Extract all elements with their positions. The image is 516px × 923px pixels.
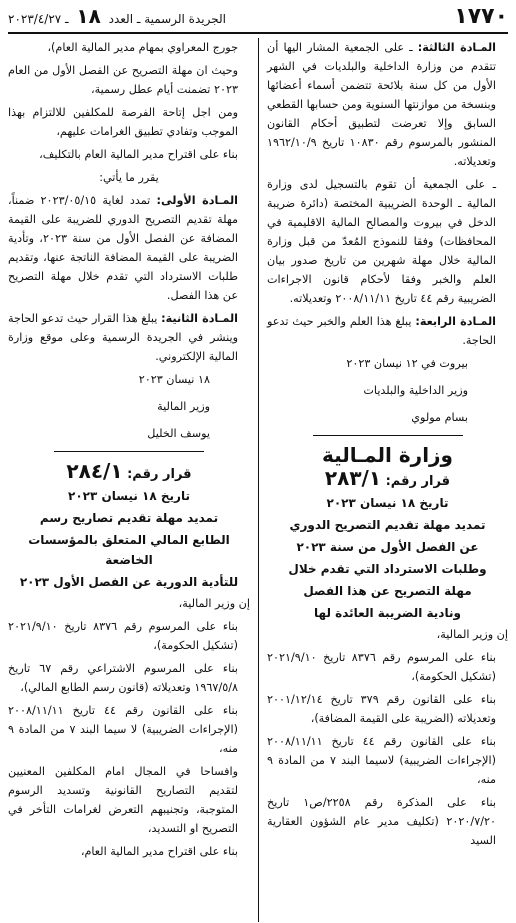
- decision-number-value: ٢٨٣/١: [324, 466, 382, 490]
- separator: [313, 435, 463, 436]
- gazette-name: الجريدة الرسمية ـ العدد: [108, 12, 226, 26]
- article-2-label: المـادة الثانية:: [161, 312, 238, 325]
- running-header: [8, 4, 226, 28]
- preamble: بناء على القانون رقم ٤٤ تاريخ ٢٠٠٨/١١/١١ (الإجراءات الضريبية) لا سيما البند ٧ من المادة ٩ منه،: [8, 704, 238, 755]
- article-3: [267, 38, 508, 171]
- signature-name: يوسف الخليل: [147, 427, 210, 440]
- issue-number: ١٨: [76, 4, 101, 28]
- page-header: [8, 0, 508, 32]
- article-3-text: ـ على الجمعية المشار اليها أن تتقدم من وزارة الداخلية والبلديات في الشهر الأول من كل سنة بلائحة تتضمن أسماء أعضائها وبنسخة من موازنتها السنوية ومن حسابها القطعي السابق وإلا تعرضت لتطبيق أحكام القانون المنشور بالمرسوم رقم ١٠٨٣٠ تاريخ ١٩٦٢/١٠/٩ وتعديلاته.: [266, 41, 497, 168]
- minister-line: إن وزير المالية،: [178, 597, 250, 610]
- subject-line: وطلبات الاسترداد التي تقدم خلال: [288, 562, 487, 576]
- preamble: بناء على القانون رقم ٣٧٩ تاريخ ٢٠٠١/١٢/١٤ وتعديلاته (الضريبة على القيمة المضافة)،: [267, 693, 497, 725]
- signature-title: وزير الداخلية والبلديات: [363, 384, 468, 397]
- signature-name: بسام مولوي: [411, 411, 468, 424]
- signature-date: بيروت في ١٢ نيسان ٢٠٢٣: [346, 357, 468, 370]
- signature-date: ١٨ نيسان ٢٠٢٣: [138, 373, 210, 386]
- article-2: [8, 309, 250, 366]
- decision-prefix: قرار رقم:: [385, 474, 451, 489]
- body-text: ومن اجل إتاحة الفرصة للمكلفين للالتزام بهذا الموجب وتفادي تطبيق الغرامات عليهم،: [8, 106, 238, 138]
- article-4-text: يبلغ هذا العلم والخبر حيث تدعو الحاجة.: [267, 315, 496, 347]
- article-2-text: يبلغ هذا القرار حيث تدعو الحاجة وينشر في الجريدة الرسمية وعلى موقع وزارة المالية الإلكتروني.: [8, 312, 238, 363]
- article-4: [267, 312, 508, 350]
- decision-number-value: ٢٨٤/١: [66, 459, 123, 483]
- subject-line: للتأدية الدورية عن الفصل الأول ٢٠٢٣: [19, 575, 239, 589]
- preamble: بناء على المذكرة رقم ٢٢٥٨/ص١ تاريخ ٢٠٢٠/٧/٢٠ (تكليف مدير عام الشؤون العقارية السيد: [267, 796, 496, 847]
- subject-line: تمديد مهلة تقديم التصريح الدوري: [289, 518, 486, 532]
- subject-line: ونادية الضريبة العائدة لها: [314, 606, 461, 620]
- columns: [8, 38, 508, 922]
- separator: [54, 451, 204, 452]
- article-1-text: تمدد لغاية ٢٠٢٣/٠٥/١٥ ضمناً، مهلة تقديم التصريح الدوري للضريبة على القيمة المضافة عن الفصل الأول من سنة ٢٠٢٣، وتأدية الضريبة على القيمة المضافة الناتجة عنها، وتقديم طلبات الاسترداد التي تقدم خلال مهلة التصريح عن هذا الفصل.: [8, 194, 239, 302]
- subject-line: تمديد مهلة تقديم تصاريح رسم: [39, 511, 219, 525]
- preamble: بناء على المرسوم رقم ٨٣٧٦ تاريخ ٢٠٢١/٩/١٠ (تشكيل الحكومة)،: [8, 620, 239, 652]
- page-number: ١٧٧٠: [454, 3, 508, 29]
- issue-date: ـ ٢٠٢٣/٤/٢٧: [8, 12, 69, 26]
- article-1: [8, 191, 250, 305]
- minister-line: إن وزير المالية،: [436, 628, 508, 641]
- right-column: [258, 38, 508, 922]
- decision-date: تاريخ ١٨ نيسان ٢٠٢٣: [68, 489, 190, 503]
- preamble: بناء على اقتراح مدير المالية العام،: [80, 845, 238, 858]
- preamble: بناء على المرسوم الاشتراعي رقم ٦٧ تاريخ ١٩٦٧/٥/٨ وتعديلاته (قانون رسم الطابع المالي)،: [8, 662, 238, 694]
- decision-number: [8, 459, 250, 484]
- article-1-label: المـادة الأولى:: [156, 194, 239, 207]
- article-4-label: المـادة الرابعة:: [415, 315, 496, 328]
- preamble: وافساحا في المجال امام المكلفين المعنيين لتقديم التصاريح القانونية وتسديد الرسوم المتوجبة، وتجنيبهم التعرض لغرامات التأخر في التصريح او التسديد،: [8, 765, 238, 835]
- left-column: [8, 38, 258, 922]
- preamble: بناء على القانون رقم ٤٤ تاريخ ٢٠٠٨/١١/١١ (الإجراءات الضريبية) لاسيما البند ٧ من المادة ٩ منه،: [267, 735, 497, 786]
- article-3-text-2: ـ على الجمعية أن تقوم بالتسجيل لدى وزارة المالية ـ الوحدة الضريبية المختصة (دائرة ضريبة الدخل في بيروت والمصالح المالية الاقليمية في المحافظات) وفقا للنموذج المُعدّ من قبل وزارة المالية خلال مهلة شهرين من تاريخ صدور بيان العلم والخبر وفقا لأحكام قانون الاجراءات الضريبية رقم ٤٤ تاريخ ٢٠٠٨/١١/١١ وتعديلاته.: [267, 178, 496, 305]
- decision-number: [267, 466, 508, 491]
- subject-line: عن الفصل الأول من سنة ٢٠٢٣: [296, 540, 479, 554]
- subject-line: مهلة التصريح عن هذا الفصل: [303, 584, 472, 598]
- header-rule: [8, 32, 508, 34]
- body-text: وحيث ان مهلة التصريح عن الفصل الأول من العام ٢٠٢٣ تضمنت أيام عطل رسمية،: [8, 64, 238, 96]
- decision-prefix: قرار رقم:: [127, 467, 192, 482]
- decision-date: تاريخ ١٨ نيسان ٢٠٢٣: [326, 496, 449, 510]
- signature-title: وزير المالية: [157, 400, 210, 413]
- preamble: بناء على المرسوم رقم ٨٣٧٦ تاريخ ٢٠٢١/٩/١٠ (تشكيل الحكومة)،: [267, 651, 496, 683]
- decides-line: يقرر ما يأتي:: [99, 171, 159, 184]
- section-title: وزارة المـالية: [321, 443, 453, 467]
- body-text: بناء على اقتراح مدير المالية العام بالتكليف،: [39, 148, 238, 161]
- article-3-label: المـادة الثالثة:: [417, 41, 496, 54]
- body-text: جورج المعراوي بمهام مدير المالية العام)،: [47, 41, 238, 54]
- subject-line: الطابع المالي المتعلق بالمؤسسات الخاضعة: [28, 533, 230, 567]
